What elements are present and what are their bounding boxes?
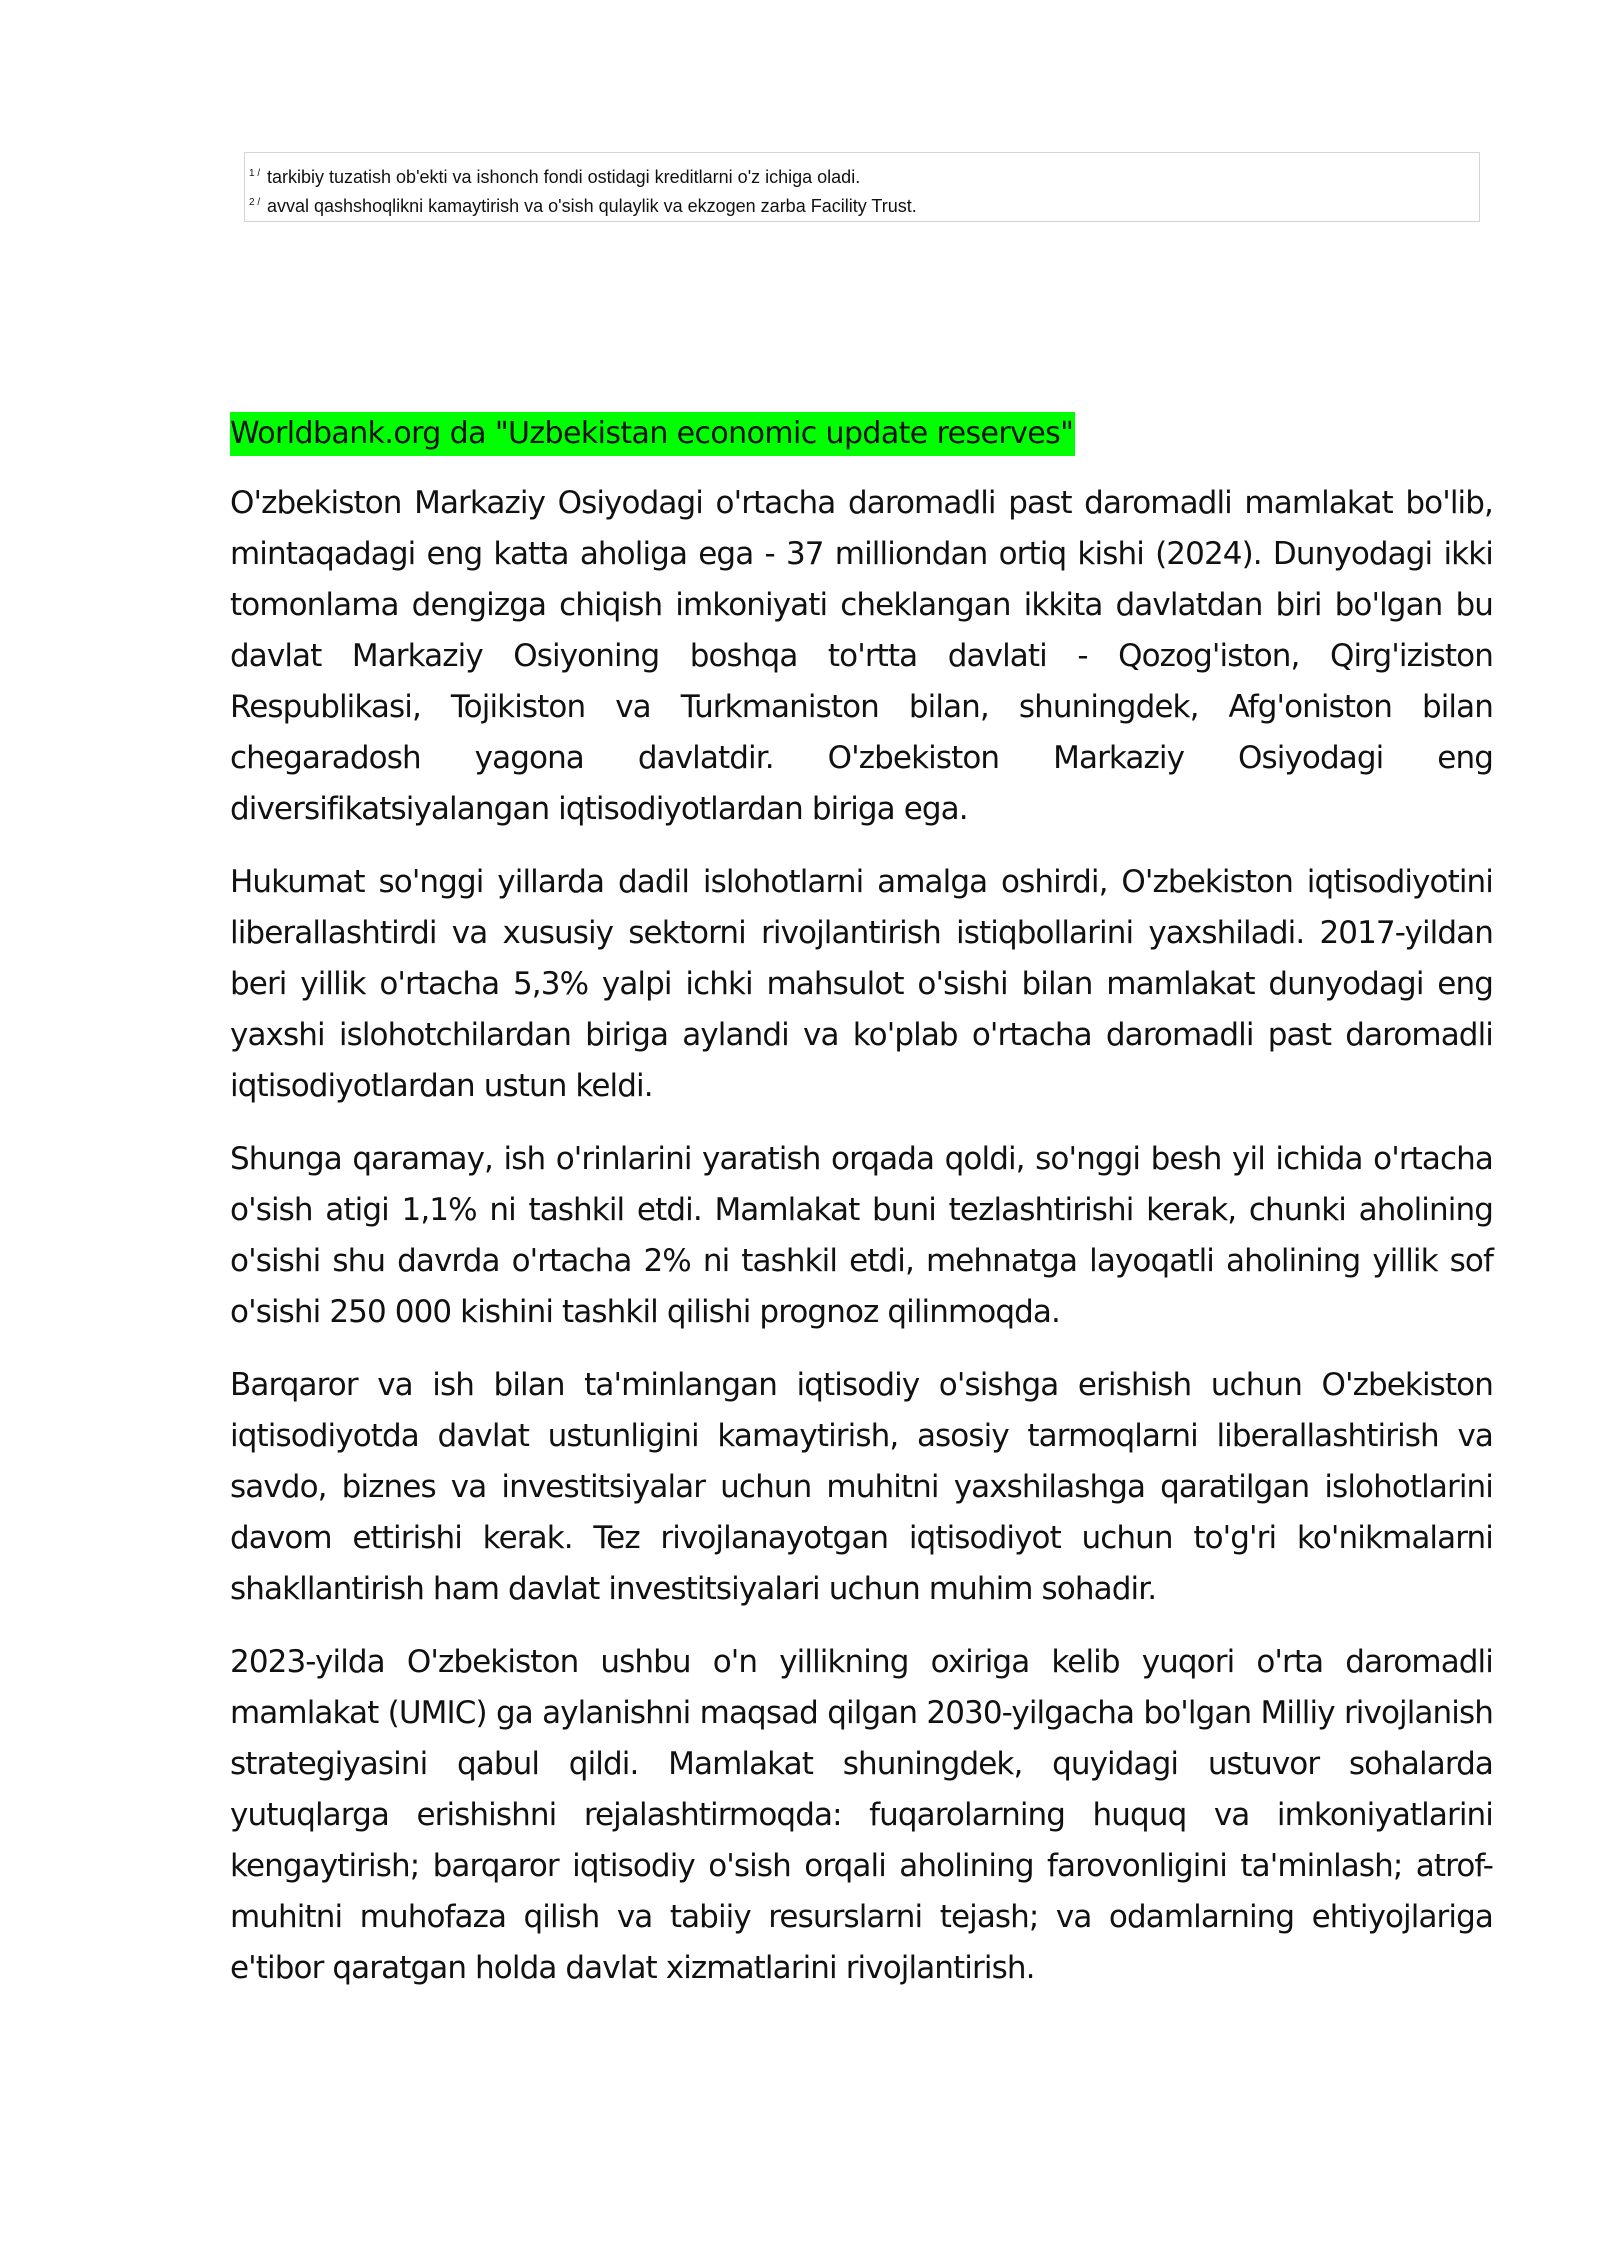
paragraph-3: Shunga qaramay, ish o'rinlarini yaratish orqada qoldi, so'nggi besh yil ichida o'rtacha o'sish atigi 1,1% ni tashkil etdi. Mamlakat buni tezlashtirishi kerak, chunki aholining o'sishi shu davrda o'rtacha 2% ni tashkil etdi, mehnatga layoqatli aholining yillik sof o'sishi 250 000 kishini tashkil qilishi prognoz qilinmoqda.: [230, 1141, 1493, 1330]
footnote-2-text: avval qashshoqlikni kamaytirish va o'sish qulaylik va ekzogen zarba Facility Trust.: [267, 196, 917, 216]
footnote-1: [249, 161, 1479, 190]
footnote-1-text: tarkibiy tuzatish ob'ekti va ishonch fondi ostidagi kreditlarni o'z ichiga oladi.: [267, 167, 861, 187]
paragraph-5: 2023-yilda O'zbekiston ushbu o'n yillikning oxiriga kelib yuqori o'rta daromadli mamlakat (UMIC) ga aylanishni maqsad qilgan 2030-yilgacha bo'lgan Milliy rivojlanish strategiyasini qabul qildi. Mamlakat shuningdek, quyidagi ustuvor sohalarda yutuqlarga erishishni rejalashtirmoqda: fuqarolarning huquq va imkoniyatlarini kengaytirish; barqaror iqtisodiy o'sish orqali aholining farovonligini ta'minlash; atrof-muhitni muhofaza qilish va tabiiy resurslarni tejash; va odamlarning ehtiyojlariga e'tibor qaratgan holda davlat xizmatlarini rivojlantirish.: [230, 1644, 1493, 1986]
paragraph-2: Hukumat so'nggi yillarda dadil islohotlarni amalga oshirdi, O'zbekiston iqtisodiyotini liberallashtirdi va xususiy sektorni rivojlantirish istiqbollarini yaxshiladi. 2017-yildan beri yillik o'rtacha 5,3% yalpi ichki mahsulot o'sishi bilan mamlakat dunyodagi eng yaxshi islohotchilardan biriga aylandi va ko'plab o'rtacha daromadli past daromadli iqtisodiyotlardan ustun keldi.: [230, 864, 1493, 1104]
source-heading: Worldbank.org da "Uzbekistan economic update reserves": [230, 412, 1075, 456]
article-body: [230, 412, 1493, 2016]
footnote-1-marker: 1 /: [249, 168, 261, 179]
paragraph-4: Barqaror va ish bilan ta'minlangan iqtisodiy o'sishga erishish uchun O'zbekiston iqtisodiyotda davlat ustunligini kamaytirish, asosiy tarmoqlarni liberallashtirish va savdo, biznes va investitsiyalar uchun muhitni yaxshilashga qaratilgan islohotlarini davom ettirishi kerak. Tez rivojlanayotgan iqtisodiyot uchun to'g'ri ko'nikmalarni shakllantirish ham davlat investitsiyalari uchun muhim sohadir.: [230, 1367, 1493, 1607]
footnote-2: [249, 190, 1479, 219]
footnotes-box: [244, 152, 1480, 222]
footnote-2-marker: 2 /: [249, 197, 261, 208]
paragraph-1: O'zbekiston Markaziy Osiyodagi o'rtacha daromadli past daromadli mamlakat bo'lib, mintaqadagi eng katta aholiga ega - 37 milliondan ortiq kishi (2024). Dunyodagi ikki tomonlama dengizga chiqish imkoniyati cheklangan ikkita davlatdan biri bo'lgan bu davlat Markaziy Osiyoning boshqa to'rtta davlati - Qozog'iston, Qirg'iziston Respublikasi, Tojikiston va Turkmaniston bilan, shuningdek, Afg'oniston bilan chegaradosh yagona davlatdir. O'zbekiston Markaziy Osiyodagi eng diversifikatsiyalangan iqtisodiyotlardan biriga ega.: [230, 485, 1493, 827]
